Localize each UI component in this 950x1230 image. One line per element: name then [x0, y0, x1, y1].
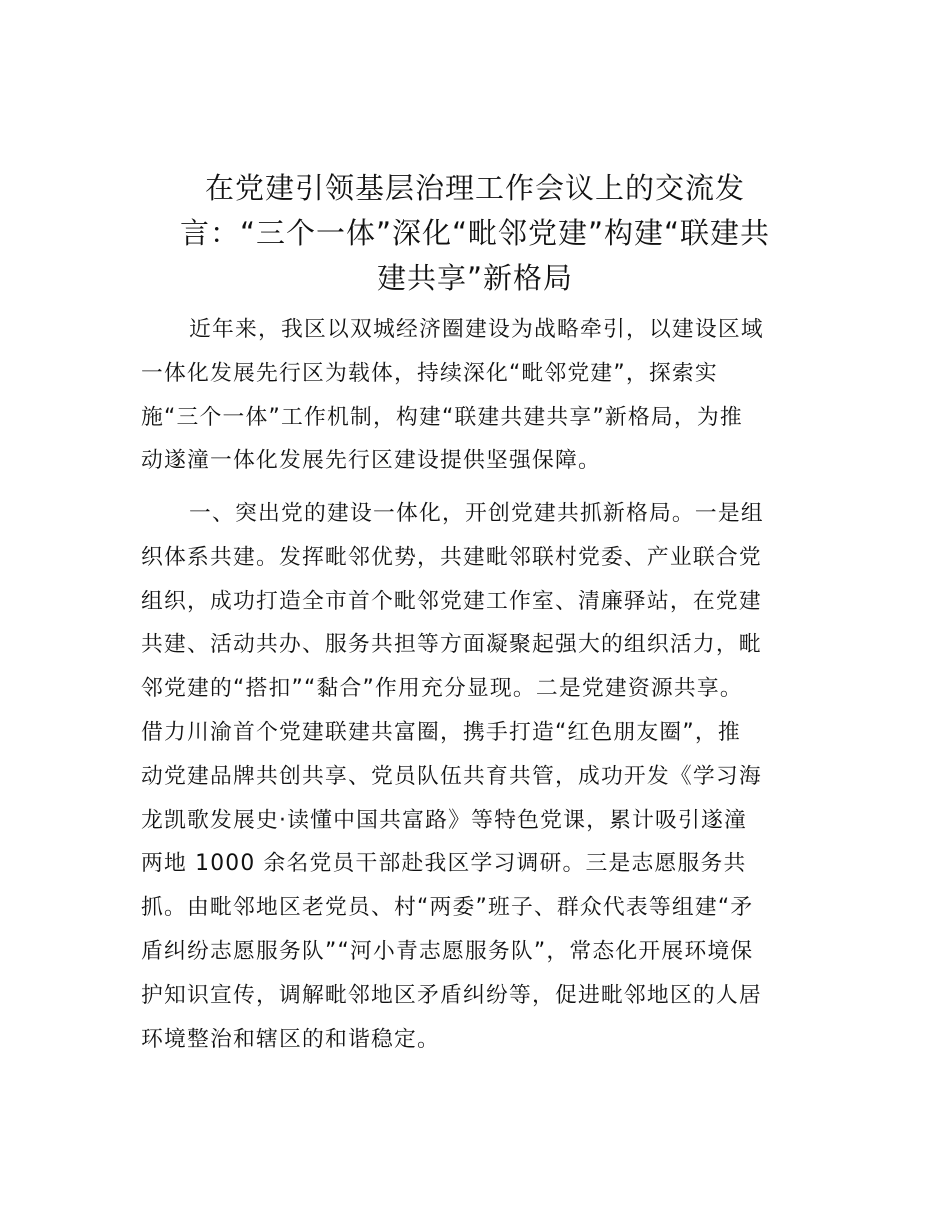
paragraph-line: 织体系共建。发挥毗邻优势，共建毗邻联村党委、产业联合党 [141, 544, 762, 570]
document-title [140, 166, 810, 301]
paragraph-line: 组织，成功打造全市首个毗邻党建工作室、清廉驿站，在党建 [141, 588, 762, 614]
paragraph-line: 共建、活动共办、服务共担等方面凝聚起强大的组织活力，毗 [141, 632, 762, 658]
paragraph-line: 抓。由毗邻地区老党员、村“两委”班子、群众代表等组建“矛 [141, 895, 754, 921]
title-line: 建共享”新格局 [376, 261, 574, 295]
paragraph-intro [141, 308, 811, 483]
title-line: 在党建引领基层治理工作会议上的交流发 [204, 171, 745, 205]
title-line: 言：“三个一体”深化“毗邻党建”构建“联建共 [179, 216, 771, 250]
paragraph-line: 盾纠纷志愿服务队”“河小青志愿服务队”，常态化开展环境保 [141, 938, 754, 964]
paragraph-line: 环境整治和辖区的和谐稳定。 [141, 1026, 440, 1052]
paragraph-line: 施“三个一体”工作机制，构建“联建共建共享”新格局，为推 [141, 404, 743, 430]
paragraph-line: 动遂潼一体化发展先行区建设提供坚强保障。 [141, 448, 601, 474]
paragraph-line: 一、突出党的建设一体化，开创党建共抓新格局。一是组 [189, 501, 764, 526]
paragraph-line: 动党建品牌共创共享、党员队伍共育共管，成功开发《学习海 [141, 763, 762, 789]
paragraph-line: 龙凯歌发展史·读懂中国共富路》等特色党课，累计吸引遂潼 [141, 807, 748, 833]
paragraph-line: 借力川渝首个党建联建共富圈，携手打造“红色朋友圈”，推 [141, 719, 741, 745]
paragraph-line: 邻党建的“搭扣”“黏合”作用充分显现。二是党建资源共享。 [141, 676, 743, 702]
paragraph-line: 一体化发展先行区为载体，持续深化“毗邻党建”，探索实 [141, 360, 718, 386]
paragraph-line: 护知识宣传，调解毗邻地区矛盾纠纷等，促进毗邻地区的人居 [141, 982, 762, 1008]
paragraph-line: 近年来，我区以双城经济圈建设为战略牵引，以建设区域 [189, 317, 764, 342]
paragraph-line: 两地 1000 余名党员干部赴我区学习调研。三是志愿服务共 [141, 851, 747, 877]
paragraph-section-one [141, 492, 811, 1061]
